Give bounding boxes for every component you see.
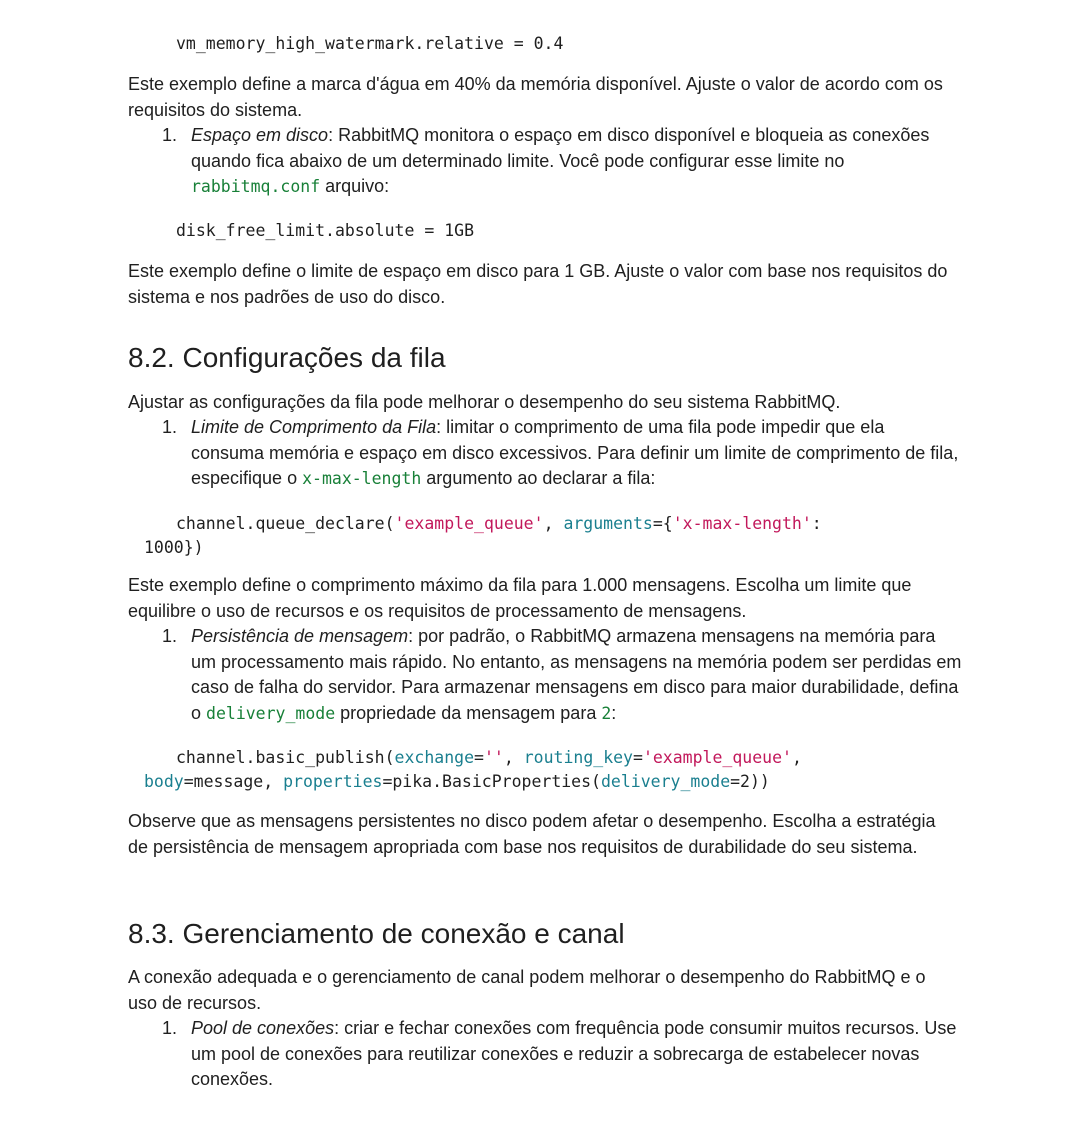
paragraph-disk-limit: Este exemplo define o limite de espaço em disco para 1 GB. Ajuste o valor com base nos requisitos do sistema e nos padrões de uso do disco. <box>128 261 948 307</box>
code-token: ={ <box>652 514 673 533</box>
item-text: : limitar o comprimento de uma fila pode impedir que ela consuma memória e espaço em disco excessivos. Para definir um limite de comprimento de fila, especifique o <box>191 417 959 489</box>
code-token: =pika.BasicProperties( <box>382 772 601 791</box>
code-keyword: delivery_mode <box>600 772 731 791</box>
item-text: : criar e fechar conexões com frequência pode consumir muitos recursos. Use um pool de conexões para reutilizar conexões e reduzir a sobrecarga de estabelecer novas conexões. <box>191 1018 957 1090</box>
section-heading-8-3: 8.3. Gerenciamento de conexão e canal <box>128 918 625 949</box>
code-token: = <box>474 748 484 767</box>
inline-code-rabbitmq-conf: rabbitmq.conf <box>191 177 321 197</box>
code-keyword: exchange <box>394 748 475 767</box>
list-number: 1. <box>162 626 178 646</box>
item-text-end: : <box>611 703 617 724</box>
item-text: : RabbitMQ monitora o espaço em disco disponível e bloqueia as conexões quando fica abaixo de um determinado limite. Você pode configurar esse limite no <box>191 125 930 171</box>
code-token: , <box>543 514 564 533</box>
code-token: = <box>633 748 643 767</box>
item-text-end: argumento ao declarar a fila: <box>421 468 656 489</box>
code-disk-free-limit: disk_free_limit.absolute = 1GB <box>176 221 475 240</box>
code-token: =2)) <box>730 772 770 791</box>
list-number: 1. <box>162 417 178 437</box>
paragraph-watermark: Este exemplo define a marca d'água em 40% da memória disponível. Ajuste o valor de acordo com os requisitos do sistema. <box>128 74 943 120</box>
code-vm-memory: vm_memory_high_watermark.relative = 0.4 <box>176 34 564 53</box>
paragraph-persistence-note: Observe que as mensagens persistentes no disco podem afetar o desempenho. Escolha a estratégia de persistência de mensagem apropriada com base nos requisitos de durabilidade do seu sistema. <box>128 811 936 857</box>
term-queue-length: Limite de Comprimento da Fila <box>191 417 437 437</box>
code-token: channel.basic_publish( <box>176 748 395 767</box>
paragraph-max-length: Este exemplo define o comprimento máximo da fila para 1.000 mensagens. Escolha um limite que equilibre o uso de recursos e os requisitos de processamento de mensagens. <box>128 575 912 621</box>
paragraph-connection: A conexão adequada e o gerenciamento de canal podem melhorar o desempenho do RabbitMQ e o uso de recursos. <box>128 967 926 1013</box>
term-persistence: Persistência de mensagem <box>191 626 409 646</box>
section-heading-8-2: 8.2. Configurações da fila <box>128 342 446 373</box>
code-string: '' <box>483 748 504 767</box>
list-item-queue-length <box>162 415 962 492</box>
list-item-connection-pool <box>162 1016 962 1093</box>
code-token: , <box>791 748 802 767</box>
code-string: 'example_queue' <box>642 748 792 767</box>
code-line: 1000}) <box>144 538 204 557</box>
inline-code-value: 2 <box>601 704 612 724</box>
list-number: 1. <box>162 125 178 145</box>
list-item-disk-space <box>162 123 962 200</box>
code-token: : <box>811 514 822 533</box>
inline-code-delivery-mode: delivery_mode <box>206 704 336 724</box>
code-token: =message, <box>183 772 284 791</box>
item-text: : por padrão, o RabbitMQ armazena mensagens na memória para um processamento mais rápido. No entanto, as mensagens na memória podem ser perdidas em caso de falha do servidor. Para armazenar mensagens em disco para maior durabilidade, defina o <box>191 626 962 724</box>
paragraph-queue-settings: Ajustar as configurações da fila pode melhorar o desempenho do seu sistema RabbitMQ. <box>128 392 841 412</box>
code-token: channel.queue_declare( <box>176 514 395 533</box>
term-disk-space: Espaço em disco <box>191 125 329 145</box>
inline-code-x-max-length: x-max-length <box>302 469 422 489</box>
list-number: 1. <box>162 1018 178 1038</box>
code-token: , <box>503 748 524 767</box>
term-connection-pool: Pool de conexões <box>191 1018 335 1038</box>
code-keyword: arguments <box>563 514 653 533</box>
code-keyword: routing_key <box>523 748 633 767</box>
code-string: 'example_queue' <box>394 514 544 533</box>
code-keyword: properties <box>283 772 383 791</box>
item-text-end: arquivo: <box>320 176 390 197</box>
list-item-persistence <box>162 624 962 727</box>
code-string: 'x-max-length' <box>672 514 812 533</box>
item-text-mid: propriedade da mensagem para <box>335 703 602 724</box>
code-keyword: body <box>144 772 184 791</box>
